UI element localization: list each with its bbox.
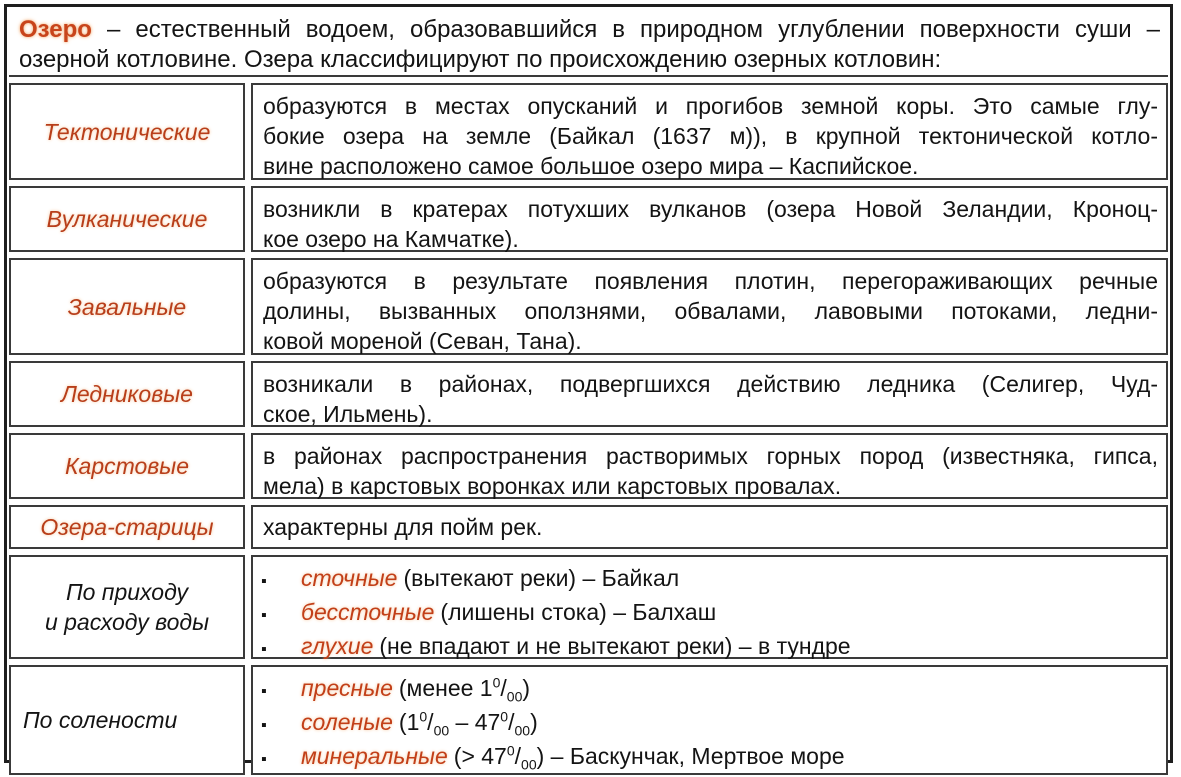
salty-pre: (1 (398, 709, 420, 735)
row-list-water-balance (251, 555, 1168, 659)
permille-sub: 00 (433, 722, 450, 739)
text-line: мела) в карстовых воронках или карстовых провалах. (263, 473, 842, 499)
permille-sup: 0 (506, 742, 515, 759)
text-line: характерны для пойм рек. (263, 514, 543, 540)
intro-term: Озеро (19, 16, 92, 43)
row-label-oxbow: Озера-старицы (9, 505, 245, 549)
list-text (399, 705, 538, 739)
row-text-glacial (251, 361, 1168, 427)
list-item (253, 739, 1166, 773)
list-item (253, 705, 1166, 739)
row-text-dammed (251, 258, 1168, 355)
list-text: (не впадают и не вытекают реки) – в тундре (379, 633, 851, 659)
row-label-tectonic: Тектонические (9, 83, 245, 180)
salty-post: ) (530, 709, 538, 735)
text-line: в районах распространения растворимых горных пород (известняка, гипса, (263, 443, 1158, 469)
classification-grid (9, 83, 1168, 773)
mineral-post: ) – Баскунчак, Мертвое море (536, 743, 845, 769)
bullet-icon: ▪ (261, 683, 267, 700)
label-line: По приходу (65, 579, 189, 605)
row-label-glacial: Ледниковые (9, 361, 245, 427)
text-line: образуются в результате появления плотин, перегораживающих речные (263, 268, 1158, 294)
bullet-icon: ▪ (261, 717, 267, 734)
list-text: (вытекают реки) – Байкал (403, 565, 680, 591)
row-label-dammed: Завальные (9, 258, 245, 355)
row-text-karst (251, 433, 1168, 499)
text-line: кое озеро на Камчатке). (263, 226, 519, 252)
list-item (253, 629, 1166, 663)
row-list-salinity (251, 665, 1168, 775)
row-label-water-balance (9, 555, 245, 659)
list-text (399, 671, 530, 705)
row-text-oxbow (251, 505, 1168, 549)
water-balance-list (253, 557, 1166, 663)
row-text-volcanic (251, 186, 1168, 252)
bullet-icon: ▪ (261, 607, 267, 624)
permille-slash: / (427, 709, 434, 735)
permille-sup: 0 (500, 708, 509, 725)
list-item (253, 595, 1166, 629)
list-item (253, 561, 1166, 595)
text-line: возникали в районах, подвергшихся действию ледника (Селигер, Чуд- (263, 371, 1158, 397)
permille-sup: 0 (419, 708, 428, 725)
bullet-icon: ▪ (261, 751, 267, 768)
permille-sub: 00 (514, 722, 531, 739)
list-term: пресные (301, 675, 393, 701)
lake-classification-table (4, 4, 1173, 773)
list-term: глухие (301, 633, 374, 659)
permille-sub: 00 (506, 688, 523, 705)
list-term: сточные (301, 565, 398, 591)
mineral-pre: (> 47 (453, 743, 507, 769)
text-line: возникли в кратерах потухших вулканов (озера Новой Зеландии, Кроноц- (263, 196, 1158, 222)
permille-sup: 0 (492, 674, 501, 691)
bullet-icon: ▪ (261, 573, 267, 590)
row-label-salinity: По солености (9, 665, 245, 775)
permille-sub: 00 (521, 756, 537, 773)
list-item (253, 671, 1166, 705)
fresh-post: ) (522, 675, 531, 701)
fresh-pre: (менее 1 (398, 675, 493, 701)
list-term: минеральные (301, 743, 448, 769)
list-text (454, 739, 845, 773)
list-term: соленые (301, 709, 393, 735)
text-line: бокие озера на земле (Байкал (1637 м)), в крупной тектонической котло- (263, 123, 1158, 149)
list-term: бессточные (301, 599, 435, 625)
row-label-volcanic: Вулканические (9, 186, 245, 252)
row-text-tectonic (251, 83, 1168, 180)
label-line: и расходу воды (44, 609, 210, 635)
text-line: образуются в местах опусканий и прогибов земной коры. Это самые глу- (263, 93, 1158, 119)
text-line: долины, вызванных оползнями, обвалами, лавовыми потоками, ледни- (263, 298, 1158, 324)
permille-slash: / (514, 743, 522, 769)
salty-mid: – 47 (449, 709, 501, 735)
intro-paragraph (9, 9, 1168, 77)
text-line: ское, Ильмень). (263, 401, 433, 427)
permille-slash: / (500, 675, 507, 701)
bullet-icon: ▪ (261, 641, 267, 658)
salinity-list (253, 667, 1166, 773)
text-line: ковой мореной (Севан, Тана). (263, 328, 582, 354)
intro-text: – естественный водоем, образовавшийся в природном углублении поверхности суши – озерной котловине. Озера классифицируют по происхождению озерных котловин: (19, 16, 1160, 73)
row-label-karst: Карстовые (9, 433, 245, 499)
text-line: вине расположено самое большое озеро мира – Каспийское. (263, 153, 919, 179)
permille-slash: / (508, 709, 515, 735)
list-text: (лишены стока) – Балхаш (440, 599, 717, 625)
